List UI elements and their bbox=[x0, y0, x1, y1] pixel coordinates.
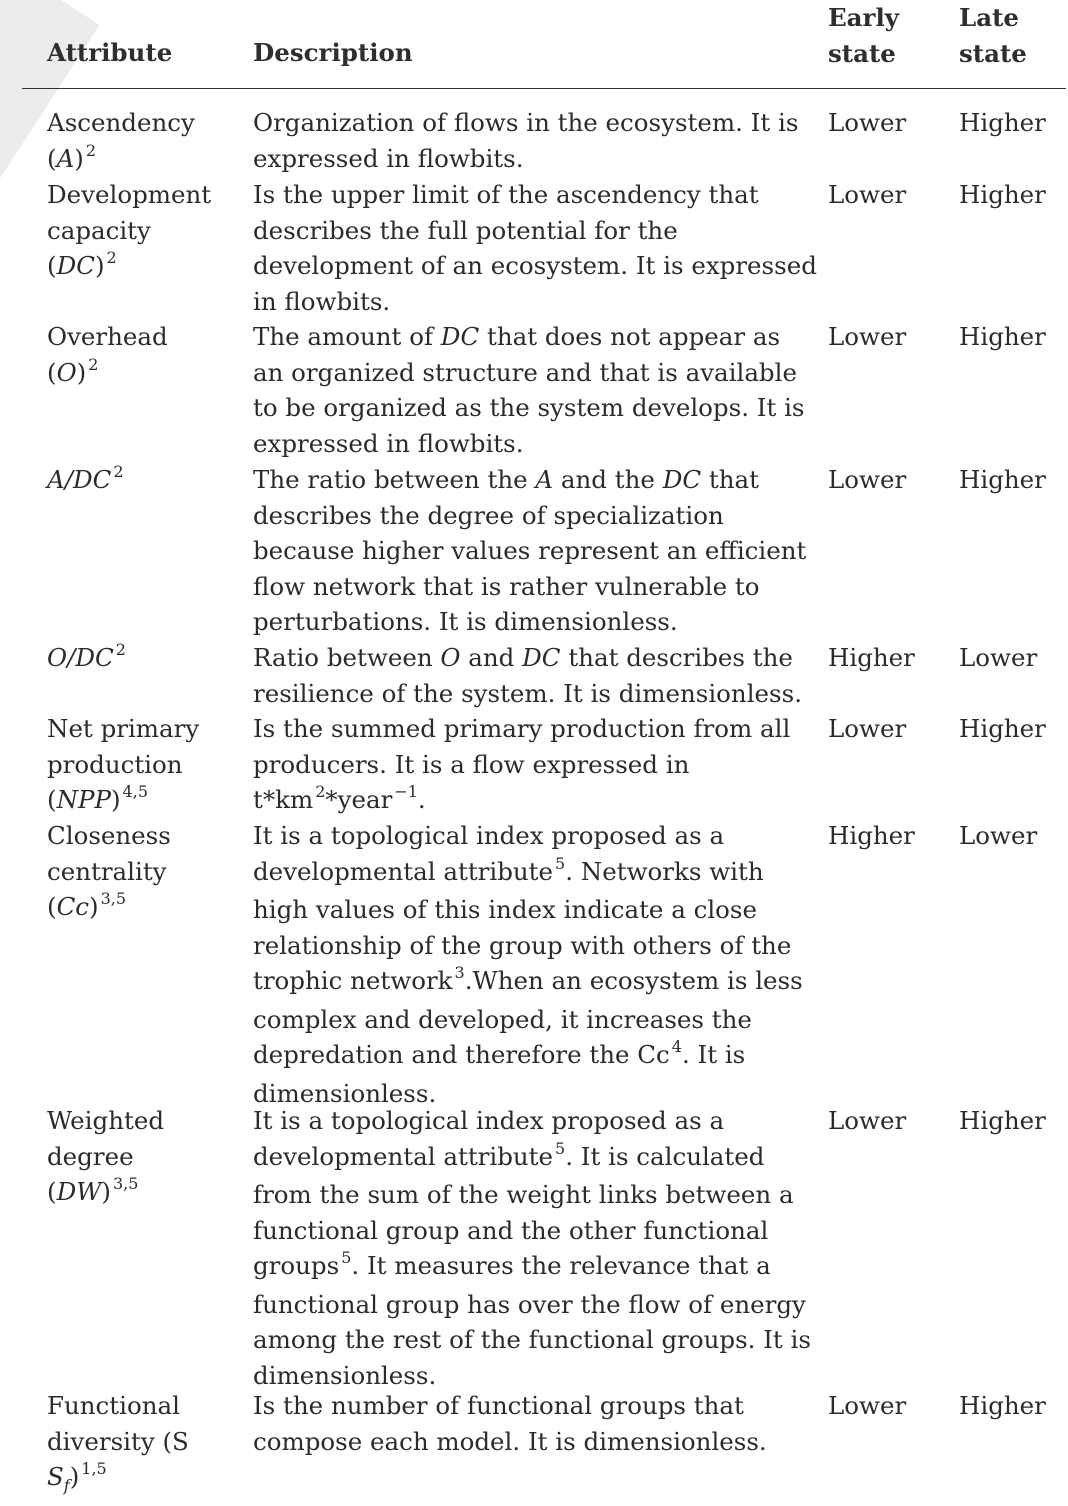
text-line: functional group has over the flow of energy bbox=[253, 1289, 806, 1319]
text-line: flow network that is rather vulnerable to bbox=[253, 571, 760, 601]
early-state-cell: Lower bbox=[828, 1106, 907, 1135]
text-line: centrality bbox=[47, 856, 167, 886]
text-line: development of an ecosystem. It is expressed bbox=[253, 251, 817, 280]
early-state-cell: Lower bbox=[828, 465, 907, 494]
late-state-cell: Higher bbox=[959, 465, 1046, 494]
text-line: Ratio between O and DC that describes the bbox=[253, 643, 793, 672]
text-line: dimensionless. bbox=[253, 1078, 437, 1108]
description-cell bbox=[253, 1103, 811, 1393]
text-line: in flowbits. bbox=[253, 286, 391, 316]
text-line: an organized structure and that is available bbox=[253, 357, 797, 387]
late-state-cell: Higher bbox=[959, 1391, 1046, 1420]
text-line: Ascendency bbox=[47, 108, 195, 137]
text-line: functional group and the other functional bbox=[253, 1215, 769, 1245]
text-line: perturbations. It is dimensionless. bbox=[253, 607, 678, 636]
text-line: The ratio between the A and the DC that bbox=[253, 465, 759, 494]
table-header bbox=[22, 0, 1066, 89]
text-line: Is the upper limit of the ascendency that bbox=[253, 180, 759, 209]
text-line: developmental attribute $^5$. Networks with bbox=[253, 853, 764, 886]
text-line: capacity bbox=[47, 215, 151, 245]
text-line: resilience of the system. It is dimensionless. bbox=[253, 678, 802, 708]
text-line: Development bbox=[47, 180, 212, 209]
text-line: Organization of flows in the ecosystem. It is bbox=[253, 108, 799, 137]
text-line: Closeness bbox=[47, 821, 171, 850]
late-state-cell: Higher bbox=[959, 714, 1046, 743]
text-line: high values of this index indicate a close bbox=[253, 895, 757, 924]
attribute-cell bbox=[47, 1103, 227, 1213]
late-state-cell: Higher bbox=[959, 322, 1046, 351]
description-cell bbox=[253, 462, 807, 640]
late-state-cell: Lower bbox=[959, 643, 1038, 672]
text-line: developmental attribute $^5$. It is calculated bbox=[253, 1138, 765, 1171]
attribute-cell bbox=[47, 1388, 227, 1503]
text-line: Functional bbox=[47, 1391, 180, 1420]
text-line: Overhead bbox=[47, 322, 168, 351]
attribute-cell bbox=[47, 319, 227, 393]
text-line: (O) $^2$ bbox=[47, 354, 99, 387]
text-line: among the rest of the functional groups. It is bbox=[253, 1325, 811, 1354]
late-state-cell: Higher bbox=[959, 108, 1046, 137]
attribute-cell bbox=[47, 711, 227, 821]
text-line: Weighted bbox=[47, 1106, 165, 1135]
header-early-state: Early state bbox=[828, 3, 899, 68]
text-line: (DW) $^{3,5}$ bbox=[47, 1174, 139, 1206]
text-line: O/DC $^2$ bbox=[47, 640, 126, 672]
attribute-cell bbox=[47, 640, 227, 679]
early-state-cell: Higher bbox=[828, 821, 915, 850]
text-line: describes the full potential for the bbox=[253, 215, 678, 245]
text-line: describes the degree of specialization bbox=[253, 500, 724, 530]
text-line: diversity (S bbox=[47, 1426, 189, 1456]
text-line: to be organized as the system develops. It is bbox=[253, 393, 805, 422]
text-line: dimensionless. bbox=[253, 1360, 437, 1390]
text-line: production bbox=[47, 749, 183, 779]
late-state-cell: Higher bbox=[959, 1106, 1046, 1135]
header-attribute: Attribute bbox=[47, 38, 173, 67]
text-line: Is the number of functional groups that bbox=[253, 1391, 744, 1420]
text-line: (Cc) $^{3,5}$ bbox=[47, 889, 127, 921]
header-late-state: Late state bbox=[959, 3, 1027, 68]
attribute-cell bbox=[47, 177, 227, 287]
description-cell bbox=[253, 818, 803, 1111]
description-cell bbox=[253, 319, 805, 461]
text-line: degree bbox=[47, 1141, 134, 1171]
text-line: Is the summed primary production from all bbox=[253, 714, 791, 743]
text-line: trophic network $^3$.When an ecosystem is less bbox=[253, 963, 803, 995]
header-description: Description bbox=[253, 38, 413, 67]
text-line: Net primary bbox=[47, 714, 200, 743]
attribute-cell bbox=[47, 818, 227, 928]
description-cell bbox=[253, 177, 817, 319]
description-cell bbox=[253, 711, 793, 821]
attribute-cell bbox=[47, 105, 227, 179]
late-state-cell: Higher bbox=[959, 180, 1046, 209]
text-line: (NPP) $^{4,5}$ bbox=[47, 782, 148, 814]
text-line: relationship of the group with others of the bbox=[253, 930, 792, 960]
text-line: expressed in flowbits. bbox=[253, 428, 524, 458]
text-line: (A) $^2$ bbox=[47, 140, 97, 173]
early-state-cell: Lower bbox=[828, 108, 907, 137]
early-state-cell: Lower bbox=[828, 322, 907, 351]
text-line: It is a topological index proposed as a bbox=[253, 821, 725, 850]
description-cell bbox=[253, 1388, 793, 1459]
text-line: complex and developed, it increases the bbox=[253, 1004, 752, 1034]
text-line: $S_f$) $^{1,5}$ bbox=[47, 1459, 107, 1495]
description-cell bbox=[253, 640, 802, 711]
text-line: groups $^5$. It measures the relevance that a bbox=[253, 1248, 771, 1280]
text-line: from the sum of the weight links between a bbox=[253, 1180, 794, 1209]
attribute-cell bbox=[47, 462, 227, 501]
description-cell bbox=[253, 105, 799, 176]
text-line: The amount of DC that does not appear as bbox=[253, 322, 781, 351]
text-line: expressed in flowbits. bbox=[253, 143, 524, 173]
text-line: A/DC $^2$ bbox=[47, 462, 124, 494]
late-state-cell: Lower bbox=[959, 821, 1038, 850]
text-line: because higher values represent an efficient bbox=[253, 536, 807, 565]
early-state-cell: Lower bbox=[828, 180, 907, 209]
text-line: compose each model. It is dimensionless. bbox=[253, 1426, 767, 1456]
text-line: (DC) $^2$ bbox=[47, 248, 117, 280]
early-state-cell: Lower bbox=[828, 1391, 907, 1420]
early-state-cell: Lower bbox=[828, 714, 907, 743]
text-line: t*km $^2$*year $^{-1}$. bbox=[253, 782, 426, 814]
text-line: It is a topological index proposed as a bbox=[253, 1106, 725, 1135]
text-line: depredation and therefore the Cc $^4$. It is bbox=[253, 1037, 746, 1069]
early-state-cell: Higher bbox=[828, 643, 915, 672]
text-line: producers. It is a flow expressed in bbox=[253, 749, 690, 779]
